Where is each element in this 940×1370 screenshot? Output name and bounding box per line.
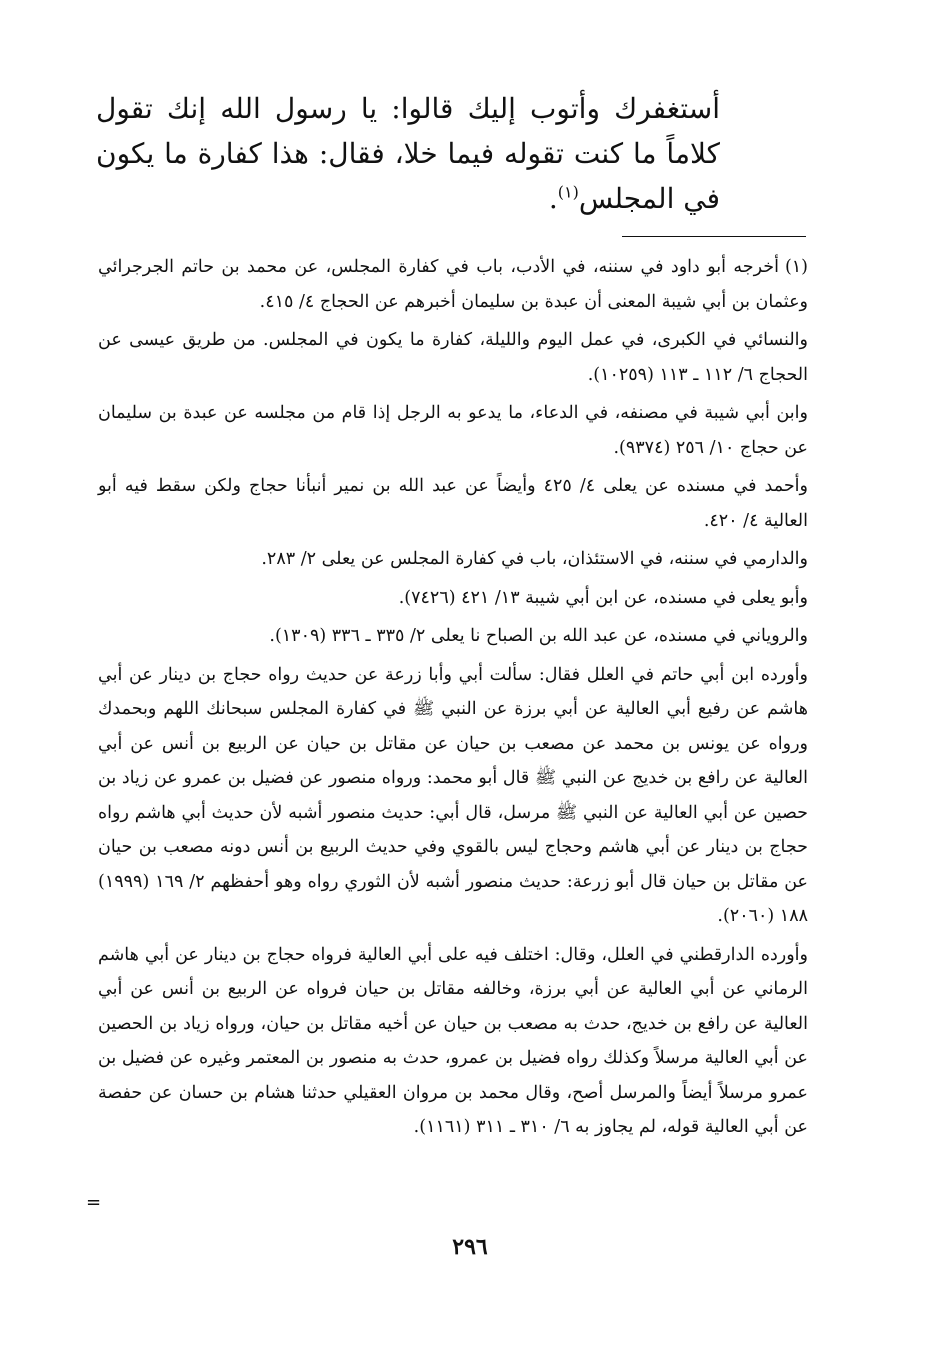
footnote-reference-marker: (١) xyxy=(557,182,579,202)
footnote-paragraph: والدارمي في سننه، في الاستئذان، باب في كفارة المجلس عن يعلى ٢/ ٢٨٣. xyxy=(261,549,808,569)
footnote-separator-rule xyxy=(622,236,806,237)
footnote-paragraph: وأحمد في مسنده عن يعلى ٤/ ٤٢٥ وأيضاً عن عبد الله بن نمير أنبأنا حجاج ولكن سقط فيه أبو العالية ٤/ ٤٢٠. xyxy=(98,476,808,531)
footnote-paragraph: وأورده ابن أبي حاتم في العلل فقال: سألت أبي وأبا زرعة عن حديث رواه حجاج بن دينار عن أبي هاشم عن رفيع أبي العالية عن أبي برزة عن النبي ﷺ في كفارة المجلس سبحانك اللهم وبحمدك ورواه عن يونس بن محمد عن مصعب بن حيان عن مقاتل بن حيان عن الربيع بن أنس عن أبي العالية عن رافع بن خديج عن النبي ﷺ قال أبو محمد: ورواه منصور عن فضيل بن عمرو عن زياد بن حصين عن أبي العالية عن النبي ﷺ مرسل، قال أبي: حديث منصور أشبه لأن حديث أبي هاشم رواه حجاج بن دينار عن أبي هاشم وحجاج ليس بالقوي وفي حديث الربيع بن أنس دونه مصعب بن حيان عن مقاتل بن حيان قال أبو زرعة: حديث منصور أشبه لأن الثوري رواه وهو أحفظهم ٢/ ١٦٩ (١٩٩٩) ١٨٨ (٢٠٦٠). xyxy=(98,664,809,926)
footnote-number: (١) xyxy=(784,257,808,277)
main-text: أستغفرك وأتوب إليك قالوا: يا رسول الله إنك تقول كلاماً ما كنت تقوله فيما خلا، فقال: هذا كفارة ما يكون في المجلس xyxy=(96,92,720,215)
footnote-text: أخرجه أبو داود في سننه، في الأدب، باب في كفارة المجلس، عن محمد بن حاتم الجرجرائي وعثمان بن أبي شيبة المعنى أن عبدة بن سليمان أخبرهم عن الحجاج ٤/ ٤١٥. xyxy=(98,257,808,312)
footnote-paragraph xyxy=(98,250,808,319)
footnote-paragraph: وأورده الدارقطني في العلل، وقال: اختلف فيه على أبي العالية فرواه حجاج بن دينار عن أبي هاشم الرماني عن أبي العالية عن أبي برزة، وخالفه مقاتل بن حيان فرواه عن الربيع بن أنس عن أبي العالية عن رافع بن خديج، حدث به مصعب بن حيان عن أخيه مقاتل بن حيان، ورواه زياد بن الحصين عن أبي العالية مرسلاً وكذلك رواه فضيل بن عمرو، حدث به منصور بن المعتمر وغيره عن فضيل بن عمرو مرسلاً أيضاً والمرسل أصح، وقال محمد بن مروان العقيلي حدثنا هشام بن حسان عن حفصة عن أبي العالية قوله، لم يجاوز به ٦/ ٣١٠ ـ ٣١١ (١١٦١). xyxy=(98,944,808,1137)
footnote-paragraph: وأبو يعلى في مسنده، عن ابن أبي شيبة ١٣/ ٤٢١ (٧٤٢٦). xyxy=(398,587,808,608)
main-text-block xyxy=(96,86,720,221)
main-text-end-punct: . xyxy=(548,182,558,215)
footnote-paragraph: والنسائي في الكبرى، في عمل اليوم والليلة، كفارة ما يكون في المجلس. من طريق عيسى عن الحجاج ٦/ ١١٢ ـ ١١٣ (١٠٢٥٩). xyxy=(98,330,808,385)
footnotes-section xyxy=(98,250,808,1149)
footnote-paragraph: والروياني في مسنده، عن عبد الله بن الصباح نا يعلى ٢/ ٣٣٥ ـ ٣٣٦ (١٣٠٩). xyxy=(269,626,808,646)
footnote-continue-mark: = xyxy=(86,1192,102,1213)
page-number: ٢٩٦ xyxy=(452,1234,488,1260)
footnote-paragraph: وابن أبي شيبة في مصنفه، في الدعاء، ما يدعو به الرجل إذا قام من مجلسه عن عبدة بن سليمان عن حجاج ١٠/ ٢٥٦ (٩٣٧٤). xyxy=(98,403,808,458)
